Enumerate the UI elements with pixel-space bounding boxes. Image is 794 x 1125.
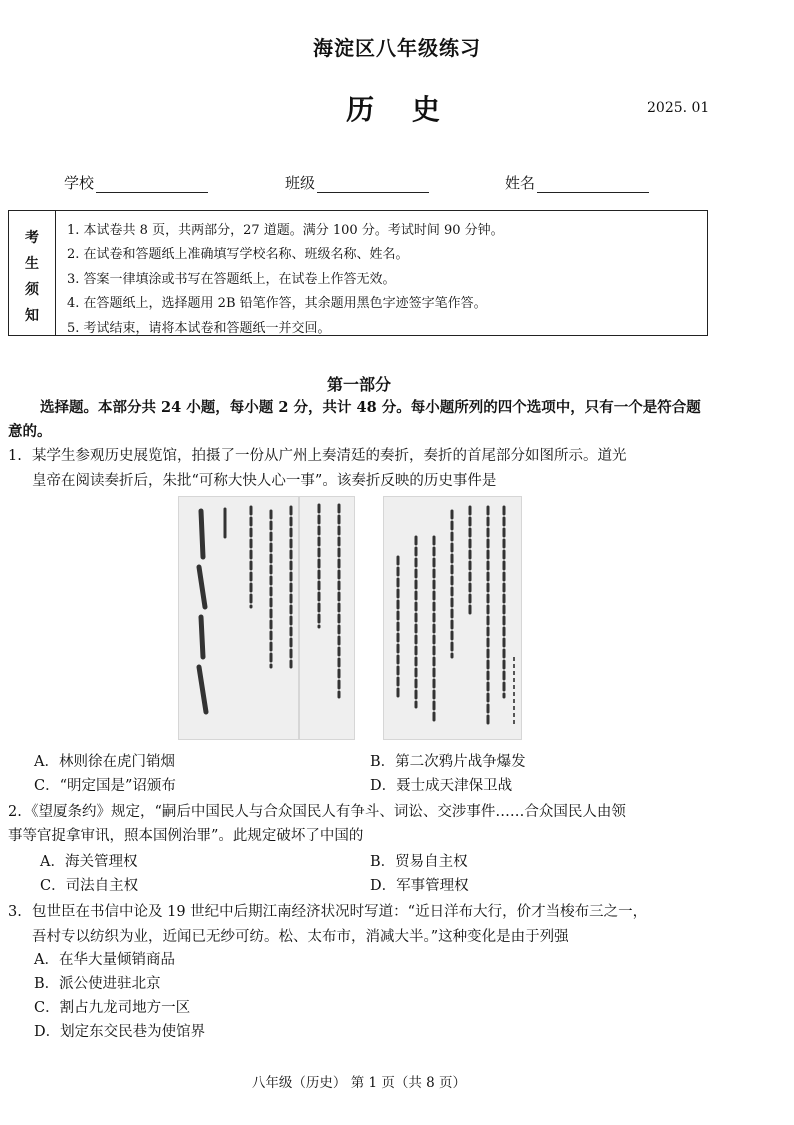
question-number: 3. bbox=[8, 904, 22, 920]
question-stem-line: 事等官捉拿审讯，照本国例治罪”。此规定破坏了中国的 bbox=[8, 828, 364, 844]
class-field bbox=[285, 172, 429, 193]
name-blank bbox=[537, 176, 649, 193]
memorial-photo-right bbox=[383, 496, 522, 740]
option-c: C．割占九龙司地方一区 bbox=[34, 1000, 191, 1016]
part-intro: 选择题。本部分共 24 小题，每小题 2 分，共计 48 分。每小题所列的四个选项中，只有一个是符合题意的。 bbox=[8, 399, 701, 440]
notice-heading-char: 知 bbox=[25, 308, 39, 324]
class-blank bbox=[317, 176, 429, 193]
notice-item: 1. 本试卷共 8 页，共两部分，27 道题。满分 100 分。考试时间 90 分钟。 bbox=[67, 223, 504, 238]
question-stem-line: 皇帝在阅读奏折后，朱批“可称大快人心一事”。该奏折反映的历史事件是 bbox=[32, 472, 497, 489]
notice-list bbox=[67, 219, 703, 341]
option-d: D．聂士成天津保卫战 bbox=[370, 778, 513, 794]
option-c: C．司法自主权 bbox=[40, 878, 139, 894]
school-blank bbox=[96, 176, 208, 193]
question-stem bbox=[32, 900, 732, 949]
school-label: 学校 bbox=[64, 174, 95, 192]
option-b: B．贸易自主权 bbox=[370, 854, 468, 870]
option-d: D．军事管理权 bbox=[370, 878, 469, 894]
question-stem bbox=[24, 800, 724, 825]
exam-date: 2025. 01 bbox=[647, 100, 710, 116]
question-stem-line: 某学生参观历史展览馆，拍摄了一份从广州上奏清廷的奏折，奏折的首尾部分如图所示。道光 bbox=[32, 448, 627, 464]
notice-heading-char: 生 bbox=[25, 256, 39, 272]
memorial-photo-right-image bbox=[384, 497, 521, 739]
option-d: D．划定东交民巷为使馆界 bbox=[34, 1024, 206, 1040]
name-label: 姓名 bbox=[505, 174, 536, 192]
question-stem-line: 吾村专以纺织为业，近闻已无纱可纺。松、太布市，消减大半。”这种变化是由于列强 bbox=[32, 928, 569, 945]
notice-heading-char: 考 bbox=[25, 230, 39, 246]
notice-item: 3. 答案一律填涂或书写在答题纸上，在试卷上作答无效。 bbox=[67, 271, 396, 287]
option-b: B．第二次鸦片战争爆发 bbox=[370, 754, 526, 770]
name-field bbox=[505, 172, 649, 193]
part-title: 第一部分 bbox=[326, 375, 391, 394]
exam-title: 海淀区八年级练习 bbox=[313, 36, 481, 60]
notice-heading-char: 须 bbox=[25, 282, 39, 298]
memorial-photo-left bbox=[178, 496, 355, 740]
notice-heading bbox=[9, 211, 56, 335]
candidate-notice-box bbox=[8, 210, 708, 336]
option-c: C．“明定国是”诏颁布 bbox=[34, 778, 176, 794]
option-a: A．在华大量倾销商品 bbox=[34, 952, 175, 968]
option-a: A．海关管理权 bbox=[40, 854, 138, 870]
notice-item: 5. 考试结束，请将本试卷和答题纸一并交回。 bbox=[67, 320, 331, 336]
memorial-photo-left-image bbox=[179, 497, 354, 739]
option-a: A．林则徐在虎门销烟 bbox=[34, 754, 175, 770]
class-label: 班级 bbox=[285, 174, 316, 192]
question-stem bbox=[32, 444, 722, 493]
question-stem-line: 《望厦条约》规定，“嗣后中国民人与合众国民人有争斗、词讼、交涉事件……合众国民人由领 bbox=[24, 804, 626, 820]
question-stem-line: 包世臣在书信中论及 19 世纪中后期江南经济状况时写道：“近日洋布大行，价才当梭布三之一， bbox=[32, 904, 648, 920]
question-number: 1. bbox=[8, 448, 22, 464]
subject-title: 历 史 bbox=[346, 93, 454, 126]
school-field bbox=[64, 172, 208, 193]
option-b: B．派公使进驻北京 bbox=[34, 976, 161, 992]
page-footer: 八年级（历史） 第 1 页（共 8 页） bbox=[251, 1075, 467, 1091]
notice-item: 4. 在答题纸上，选择题用 2B 铅笔作答，其余题用黑色字迹签字笔作答。 bbox=[67, 296, 487, 312]
notice-item: 2. 在试卷和答题纸上准确填写学校名称、班级名称、姓名。 bbox=[67, 247, 409, 263]
question-number: 2. bbox=[8, 804, 22, 820]
